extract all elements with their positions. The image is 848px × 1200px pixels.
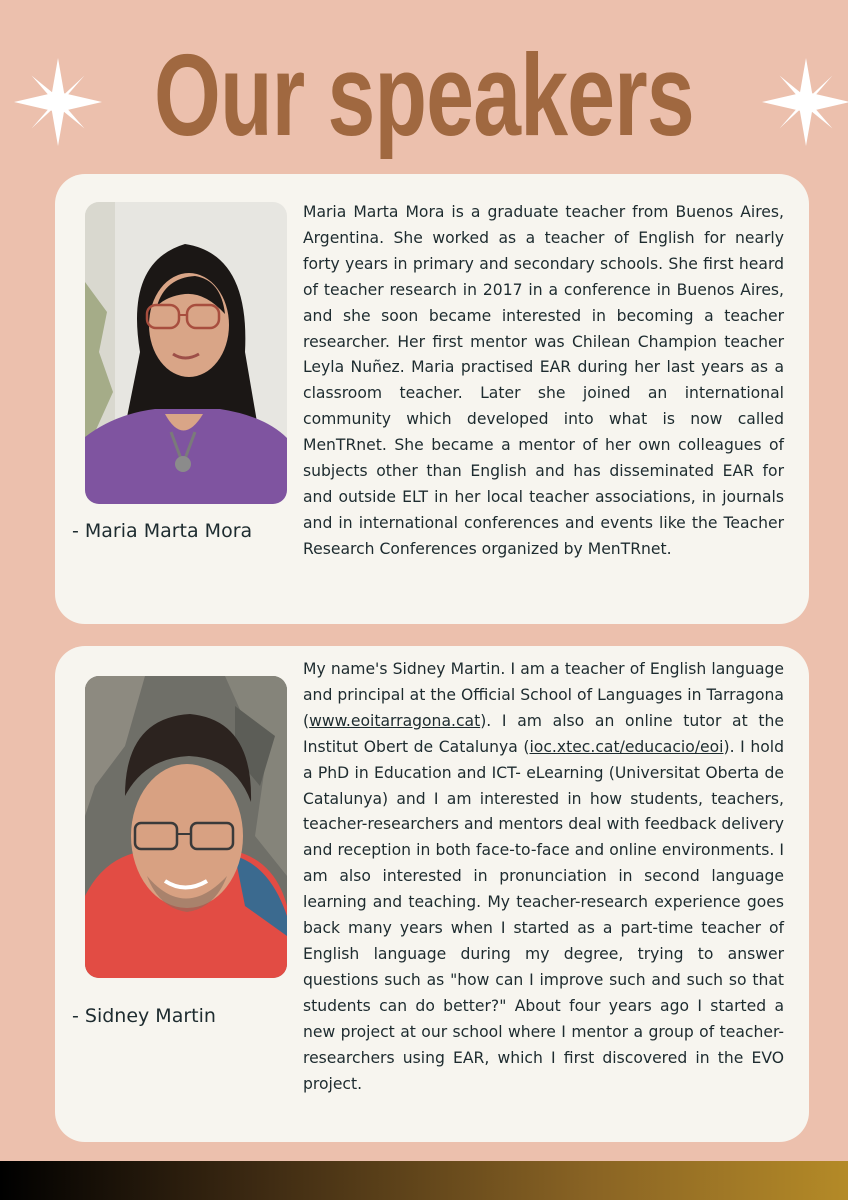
footer-gradient-bar: [0, 1161, 848, 1200]
bio-text-segment: ). I am also an online tutor at the Institut Obert de Catalunya (: [303, 711, 784, 756]
speaker-photo-sidney-martin: [85, 676, 287, 978]
sparkle-star-right-icon: [762, 58, 848, 146]
speaker-card-maria-marta-mora: [55, 174, 809, 624]
school-website-link[interactable]: www.eoitarragona.cat: [309, 711, 481, 730]
ioc-website-link[interactable]: ioc.xtec.cat/educacio/eoi: [529, 737, 724, 756]
speaker-bio-text: [303, 657, 784, 1097]
speaker-name-caption: - Sidney Martin: [72, 1005, 216, 1027]
speaker-bio-text: Maria Marta Mora is a graduate teacher from Buenos Aires, Argentina. She worked as a teacher of English for nearly forty years in primary and secondary schools. She first heard of teacher research in 2017 in a conference in Buenos Aires, and she soon became interested in becoming a teacher researcher. Her first mentor was Chilean Champion teacher Leyla Nuñez. Maria practised EAR during her last years as a classroom teacher. Later she joined an international community which developed into what is now called MenTRnet. She became a mentor of her own colleagues of subjects other than English and has disseminated EAR for and outside ELT in her local teacher associations, in journals and in international conferences and events like the Teacher Research Conferences organized by MenTRnet.: [303, 203, 784, 558]
speaker-card-sidney-martin: [55, 646, 809, 1142]
bio-text-segment: My name's Sidney Martin. I am a teacher of English language and principal at the Official School of Languages in Tarragona (: [303, 660, 784, 730]
speaker-name-caption: - Maria Marta Mora: [72, 520, 253, 542]
bio-text-segment: ). I hold a PhD in Education and ICT- eLearning (Universitat Oberta de Catalunya) and I am interested in how students, teachers, teacher-researchers and mentors deal with feedback delivery and reception in both face-to-face and online environments. I am also interested in pronunciation in second language learning and teaching. My teacher-research experience goes back many years when I started as a part-time teacher of English language during my degree, trying to answer questions such as "how can I improve such and such so that students can do better?" About four years ago I started a new project at our school where I mentor a group of teacher-researchers using EAR, which I first discovered in the EVO project.: [303, 737, 784, 1093]
page-title: Our speakers: [154, 30, 694, 160]
speaker-photo-maria-marta-mora: [85, 202, 287, 504]
sparkle-star-left-icon: [14, 58, 102, 146]
